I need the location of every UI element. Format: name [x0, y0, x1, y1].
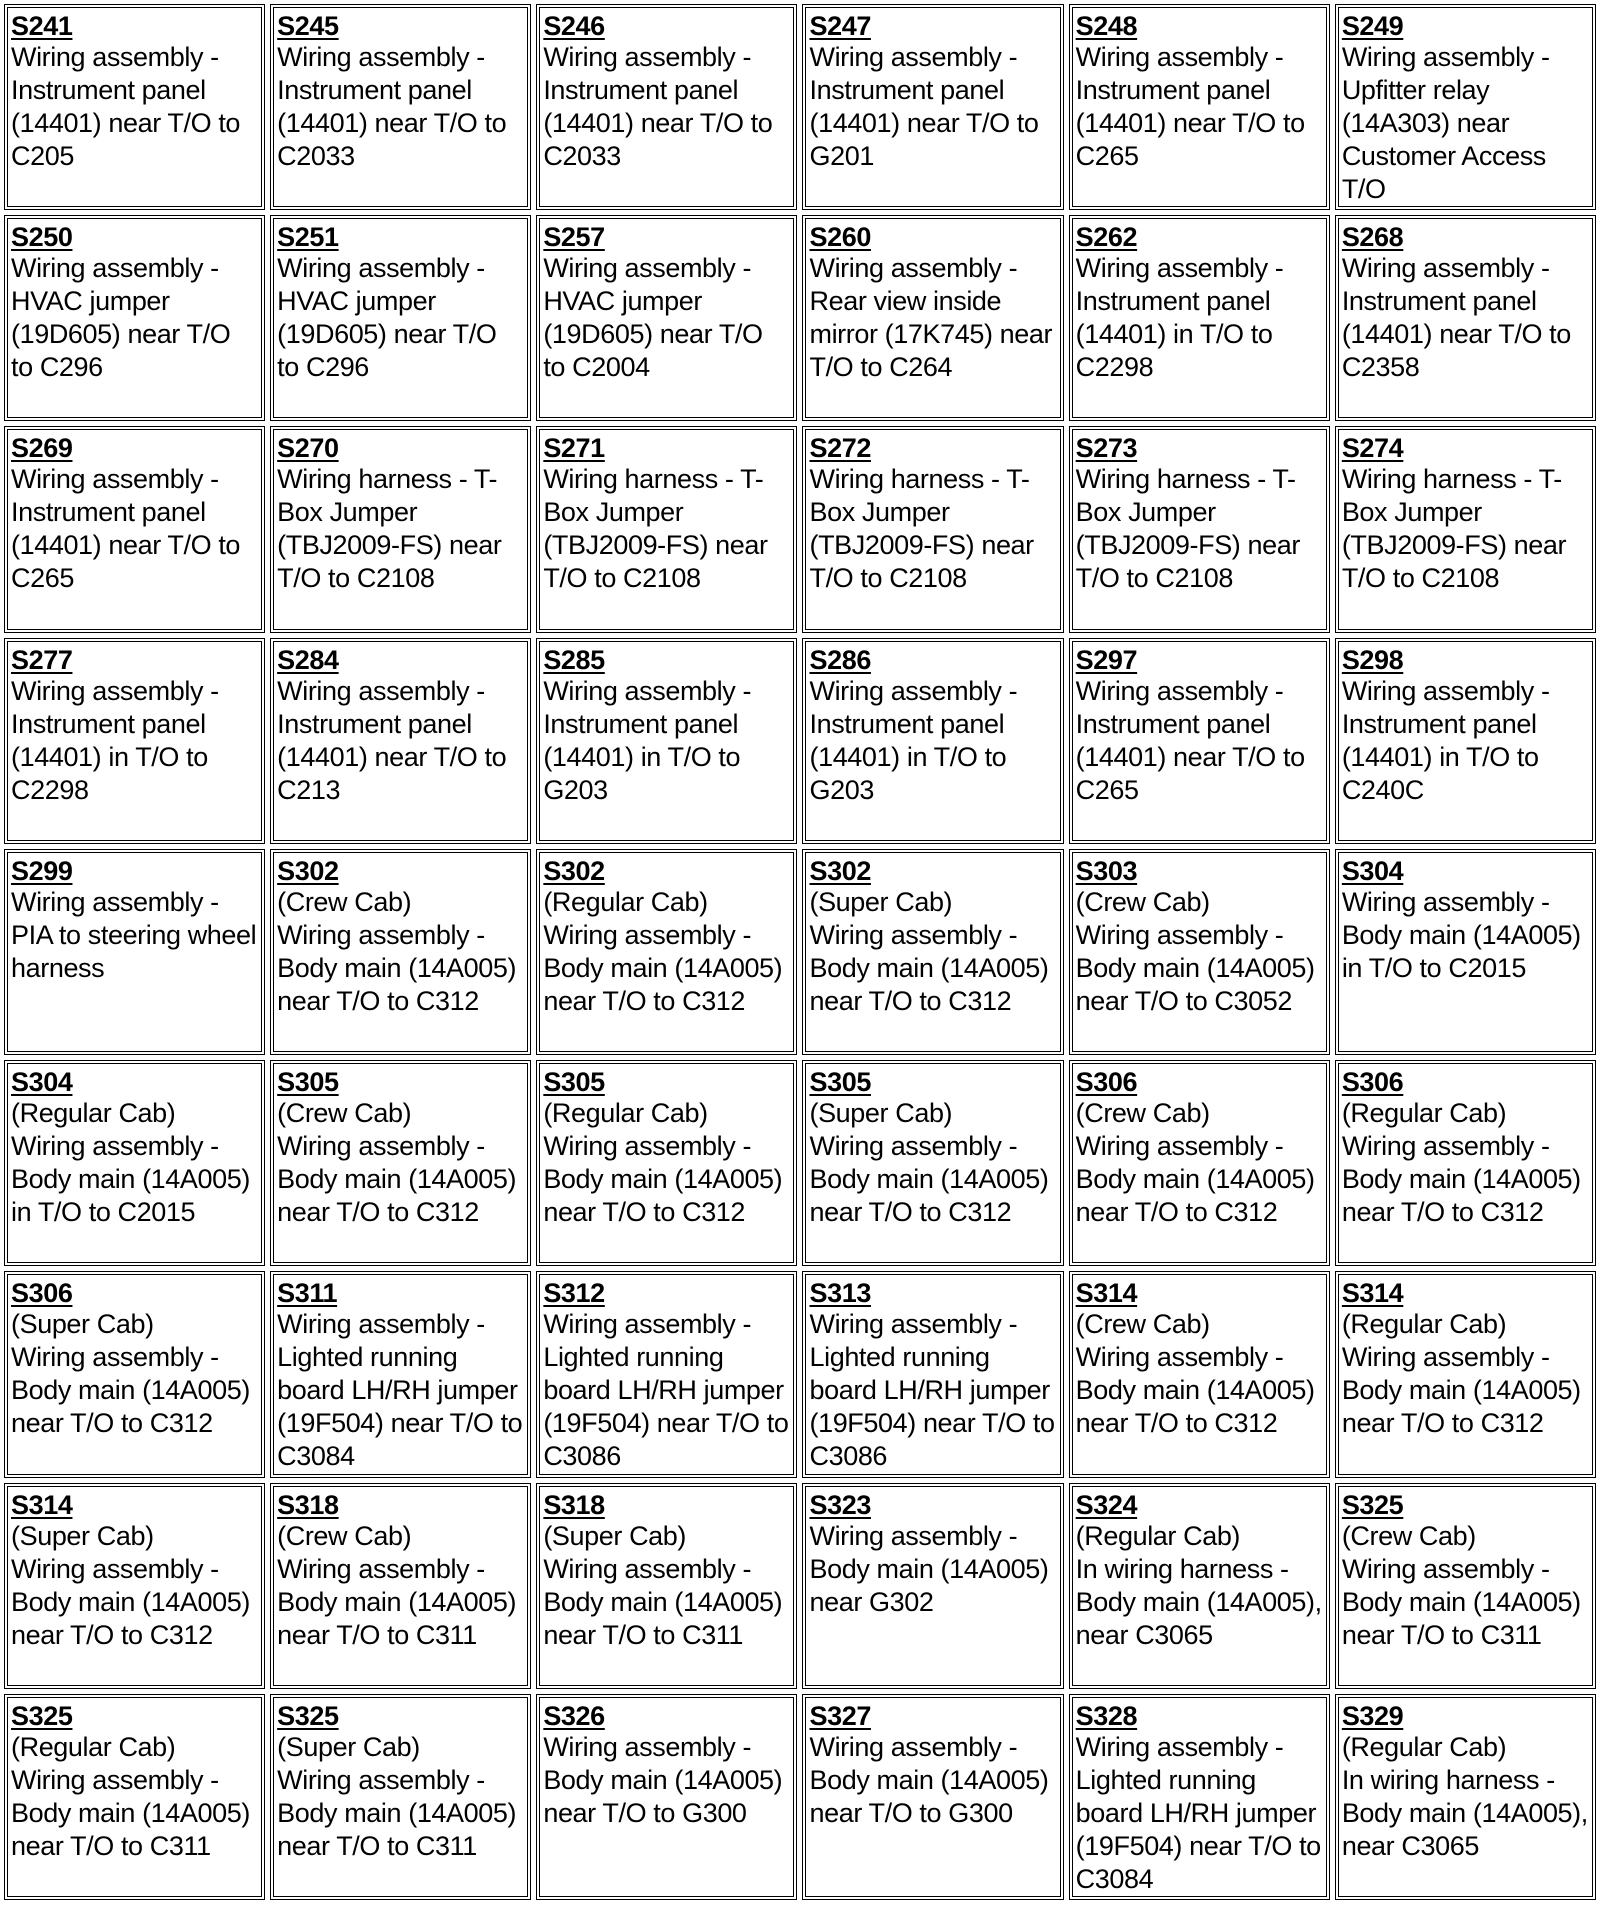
splice-cell: [536, 1483, 797, 1689]
splice-cell: [1069, 1483, 1330, 1689]
splice-description: Wiring assembly - Rear view inside mirror (17K745) near T/O to C264: [809, 253, 1053, 383]
splice-id: S306: [11, 1278, 73, 1309]
splice-location-table: [4, 4, 1596, 1900]
splice-description: Wiring assembly - Body main (14A005) near T/O to G300: [809, 1731, 1049, 1828]
splice-cell: [1069, 215, 1330, 421]
splice-qualifier: (Crew Cab): [277, 1520, 412, 1551]
splice-description: Wiring assembly - Body main (14A005) near T/O to C312: [809, 1131, 1049, 1228]
splice-id: S250: [11, 222, 73, 253]
splice-description: Wiring harness - T-Box Jumper (TBJ2009-FS) near T/O to C2108: [1341, 464, 1567, 594]
splice-description: Wiring harness - T-Box Jumper (TBJ2009-FS) near T/O to C2108: [1075, 464, 1300, 594]
splice-cell: [270, 1483, 531, 1689]
splice-description: Wiring assembly - Upfitter relay (14A303) near Customer Access T/O: [1341, 42, 1550, 204]
splice-cell: [1335, 1271, 1596, 1477]
splice-cell: [1069, 1060, 1330, 1266]
splice-cell: [802, 638, 1063, 844]
splice-id: S305: [543, 1067, 605, 1098]
splice-cell: [1335, 1483, 1596, 1689]
splice-id: S272: [809, 433, 871, 464]
splice-cell: [270, 849, 531, 1055]
splice-description: Wiring assembly - Body main (14A005) near T/O to G300: [543, 1731, 783, 1828]
splice-cell: [1069, 638, 1330, 844]
splice-qualifier: (Crew Cab): [1075, 886, 1210, 917]
splice-id: S306: [1075, 1067, 1138, 1098]
splice-id: S299: [11, 855, 73, 886]
splice-description: Wiring assembly - Body main (14A005) near G302: [809, 1520, 1049, 1617]
splice-description: Wiring assembly - HVAC jumper (19D605) near T/O to C296: [11, 253, 231, 383]
splice-cell: [1069, 1694, 1330, 1900]
splice-id: S302: [809, 855, 871, 886]
splice-qualifier: (Super Cab): [809, 886, 953, 917]
splice-cell: [802, 215, 1063, 421]
splice-description: Wiring assembly - Body main (14A005) near T/O to C311: [277, 1553, 517, 1650]
splice-cell: [4, 1694, 265, 1900]
splice-cell: [270, 1060, 531, 1266]
splice-id: S277: [11, 644, 73, 675]
splice-description: Wiring assembly - Body main (14A005) near T/O to C311: [1341, 1553, 1581, 1650]
splice-qualifier: (Super Cab): [543, 1520, 686, 1551]
splice-id: S325: [1341, 1489, 1404, 1520]
splice-cell: [4, 1483, 265, 1689]
splice-description: Wiring assembly - Instrument panel (14401) in T/O to G203: [809, 675, 1018, 805]
splice-description: Wiring assembly - Body main (14A005) near T/O to C311: [277, 1764, 517, 1861]
splice-description: Wiring assembly - PIA to steering wheel harness: [11, 886, 257, 983]
splice-cell: [536, 4, 797, 210]
splice-description: Wiring assembly - Body main (14A005) near T/O to C312: [11, 1553, 250, 1650]
splice-description: Wiring assembly - Instrument panel (14401) near T/O to G201: [809, 42, 1039, 171]
splice-cell: [4, 1271, 265, 1477]
splice-id: S327: [809, 1700, 871, 1731]
splice-id: S325: [11, 1700, 73, 1731]
splice-cell: [802, 1483, 1063, 1689]
splice-qualifier: (Regular Cab): [1075, 1520, 1241, 1551]
splice-id: S314: [11, 1489, 73, 1520]
splice-id: S314: [1341, 1278, 1404, 1309]
splice-id: S271: [543, 433, 605, 464]
splice-id: S251: [277, 222, 339, 253]
splice-id: S284: [277, 644, 339, 675]
splice-description: Wiring assembly - Body main (14A005) in T/O to C2015: [1341, 886, 1581, 983]
splice-cell: [1335, 638, 1596, 844]
splice-id: S318: [277, 1489, 339, 1520]
splice-qualifier: (Crew Cab): [1075, 1309, 1210, 1340]
splice-id: S286: [809, 644, 871, 675]
splice-cell: [270, 1694, 531, 1900]
splice-id: S328: [1075, 1700, 1138, 1731]
splice-qualifier: (Crew Cab): [277, 886, 412, 917]
splice-cell: [1069, 426, 1330, 632]
splice-qualifier: (Crew Cab): [1075, 1098, 1210, 1129]
splice-description: Wiring assembly - Body main (14A005) near T/O to C312: [277, 919, 517, 1016]
splice-qualifier: (Regular Cab): [11, 1098, 176, 1129]
splice-id: S323: [809, 1489, 871, 1520]
splice-description: Wiring assembly - Instrument panel (14401) in T/O to C2298: [1075, 253, 1284, 383]
splice-id: S260: [809, 222, 871, 253]
splice-id: S249: [1341, 11, 1404, 41]
splice-description: Wiring assembly - Body main (14A005) near T/O to C312: [1075, 1342, 1315, 1439]
splice-cell: [536, 849, 797, 1055]
splice-description: In wiring harness - Body main (14A005), near C3065: [1341, 1764, 1588, 1861]
splice-qualifier: (Super Cab): [11, 1309, 154, 1340]
splice-description: Wiring assembly - Instrument panel (14401) near T/O to C2033: [277, 42, 507, 171]
splice-id: S270: [277, 433, 339, 464]
splice-qualifier: (Crew Cab): [277, 1098, 412, 1129]
splice-cell: [1069, 1271, 1330, 1477]
splice-description: Wiring harness - T-Box Jumper (TBJ2009-FS) near T/O to C2108: [277, 464, 502, 594]
splice-cell: [4, 638, 265, 844]
splice-description: Wiring harness - T-Box Jumper (TBJ2009-FS) near T/O to C2108: [809, 464, 1034, 594]
splice-cell: [802, 1271, 1063, 1477]
splice-description: Wiring assembly - Body main (14A005) near T/O to C312: [543, 1131, 783, 1228]
splice-id: S305: [809, 1067, 871, 1098]
splice-description: Wiring assembly - Instrument panel (14401) near T/O to C213: [277, 675, 507, 805]
splice-id: S273: [1075, 433, 1138, 464]
splice-cell: [4, 1060, 265, 1266]
splice-cell: [270, 4, 531, 210]
splice-description: Wiring assembly - Body main (14A005) near T/O to C312: [809, 919, 1049, 1016]
splice-description: Wiring assembly - Instrument panel (14401) near T/O to C205: [11, 42, 241, 171]
splice-qualifier: (Regular Cab): [11, 1731, 176, 1762]
splice-description: In wiring harness - Body main (14A005), near C3065: [1075, 1553, 1322, 1650]
splice-description: Wiring assembly - Body main (14A005) near T/O to C312: [1075, 1131, 1315, 1228]
splice-id: S303: [1075, 855, 1138, 886]
splice-id: S326: [543, 1700, 605, 1731]
splice-cell: [536, 638, 797, 844]
splice-id: S274: [1341, 433, 1404, 464]
splice-id: S297: [1075, 644, 1138, 675]
splice-description: Wiring assembly - HVAC jumper (19D605) near T/O to C2004: [543, 253, 763, 383]
splice-id: S247: [809, 11, 871, 41]
splice-cell: [1069, 849, 1330, 1055]
splice-id: S311: [277, 1278, 338, 1309]
splice-cell: [1335, 849, 1596, 1055]
splice-cell: [536, 426, 797, 632]
splice-qualifier: (Regular Cab): [543, 886, 708, 917]
splice-description: Wiring assembly - Lighted running board LH/RH jumper (19F504) near T/O to C3086: [543, 1309, 789, 1472]
splice-description: Wiring harness - T-Box Jumper (TBJ2009-FS) near T/O to C2108: [543, 464, 768, 594]
splice-description: Wiring assembly - Body main (14A005) near T/O to C3052: [1075, 919, 1315, 1016]
splice-cell: [1335, 1694, 1596, 1900]
splice-description: Wiring assembly - Instrument panel (14401) near T/O to C265: [1075, 42, 1305, 171]
splice-description: Wiring assembly - Instrument panel (14401) near T/O to C265: [11, 464, 241, 594]
splice-cell: [802, 426, 1063, 632]
splice-cell: [1335, 4, 1596, 210]
splice-cell: [4, 215, 265, 421]
splice-qualifier: (Regular Cab): [543, 1098, 708, 1129]
splice-cell: [270, 638, 531, 844]
splice-description: Wiring assembly - Body main (14A005) near T/O to C312: [1341, 1131, 1581, 1228]
splice-qualifier: (Super Cab): [11, 1520, 154, 1551]
splice-qualifier: (Regular Cab): [1341, 1731, 1507, 1762]
splice-cell: [802, 4, 1063, 210]
splice-cell: [536, 1060, 797, 1266]
splice-cell: [802, 849, 1063, 1055]
splice-description: Wiring assembly - Body main (14A005) near T/O to C312: [1341, 1342, 1581, 1439]
splice-cell: [4, 849, 265, 1055]
splice-cell: [802, 1694, 1063, 1900]
splice-description: Wiring assembly - Instrument panel (14401) near T/O to C2358: [1341, 253, 1571, 383]
splice-id: S262: [1075, 222, 1138, 253]
splice-id: S285: [543, 644, 605, 675]
splice-id: S314: [1075, 1278, 1138, 1309]
splice-description: Wiring assembly - Lighted running board LH/RH jumper (19F504) near T/O to C3084: [1075, 1731, 1321, 1894]
splice-id: S246: [543, 11, 605, 41]
splice-description: Wiring assembly - Body main (14A005) near T/O to C312: [277, 1131, 517, 1228]
splice-id: S298: [1341, 644, 1404, 675]
splice-qualifier: (Super Cab): [809, 1098, 953, 1129]
splice-id: S304: [11, 1067, 73, 1098]
splice-description: Wiring assembly - Lighted running board LH/RH jumper (19F504) near T/O to C3084: [277, 1309, 523, 1472]
splice-cell: [1335, 215, 1596, 421]
splice-id: S245: [277, 11, 339, 41]
splice-qualifier: (Crew Cab): [1341, 1520, 1476, 1551]
splice-cell: [1335, 426, 1596, 632]
splice-id: S269: [11, 433, 73, 464]
splice-description: Wiring assembly - Body main (14A005) near T/O to C312: [11, 1342, 250, 1439]
splice-id: S302: [277, 855, 339, 886]
splice-cell: [1069, 4, 1330, 210]
splice-id: S318: [543, 1489, 605, 1520]
splice-id: S324: [1075, 1489, 1138, 1520]
splice-cell: [4, 4, 265, 210]
splice-id: S302: [543, 855, 605, 886]
splice-description: Wiring assembly - Instrument panel (14401) near T/O to C265: [1075, 675, 1305, 805]
splice-description: Wiring assembly - Lighted running board LH/RH jumper (19F504) near T/O to C3086: [809, 1309, 1055, 1472]
splice-description: Wiring assembly - Instrument panel (14401) in T/O to C2298: [11, 675, 219, 805]
splice-description: Wiring assembly - Instrument panel (14401) in T/O to C240C: [1341, 675, 1550, 805]
splice-description: Wiring assembly - Body main (14A005) near T/O to C311: [543, 1553, 783, 1650]
splice-description: Wiring assembly - HVAC jumper (19D605) near T/O to C296: [277, 253, 497, 383]
splice-id: S312: [543, 1278, 605, 1309]
splice-cell: [802, 1060, 1063, 1266]
splice-cell: [536, 1271, 797, 1477]
splice-id: S304: [1341, 855, 1404, 886]
splice-cell: [270, 215, 531, 421]
splice-id: S325: [277, 1700, 339, 1731]
splice-cell: [270, 426, 531, 632]
splice-id: S306: [1341, 1067, 1404, 1098]
splice-cell: [536, 215, 797, 421]
splice-cell: [4, 426, 265, 632]
splice-id: S241: [11, 11, 73, 41]
splice-qualifier: (Regular Cab): [1341, 1309, 1507, 1340]
splice-cell: [1335, 1060, 1596, 1266]
splice-id: S248: [1075, 11, 1138, 41]
splice-qualifier: (Super Cab): [277, 1731, 420, 1762]
splice-cell: [536, 1694, 797, 1900]
splice-description: Wiring assembly - Body main (14A005) near T/O to C312: [543, 919, 783, 1016]
splice-id: S313: [809, 1278, 871, 1309]
splice-description: Wiring assembly - Instrument panel (14401) in T/O to G203: [543, 675, 752, 805]
splice-id: S305: [277, 1067, 339, 1098]
splice-description: Wiring assembly - Body main (14A005) in T/O to C2015: [11, 1131, 250, 1228]
splice-id: S268: [1341, 222, 1404, 253]
splice-description: Wiring assembly - Instrument panel (14401) near T/O to C2033: [543, 42, 773, 171]
splice-cell: [270, 1271, 531, 1477]
splice-qualifier: (Regular Cab): [1341, 1098, 1507, 1129]
splice-description: Wiring assembly - Body main (14A005) near T/O to C311: [11, 1764, 250, 1861]
splice-id: S329: [1341, 1700, 1404, 1731]
splice-id: S257: [543, 222, 605, 253]
